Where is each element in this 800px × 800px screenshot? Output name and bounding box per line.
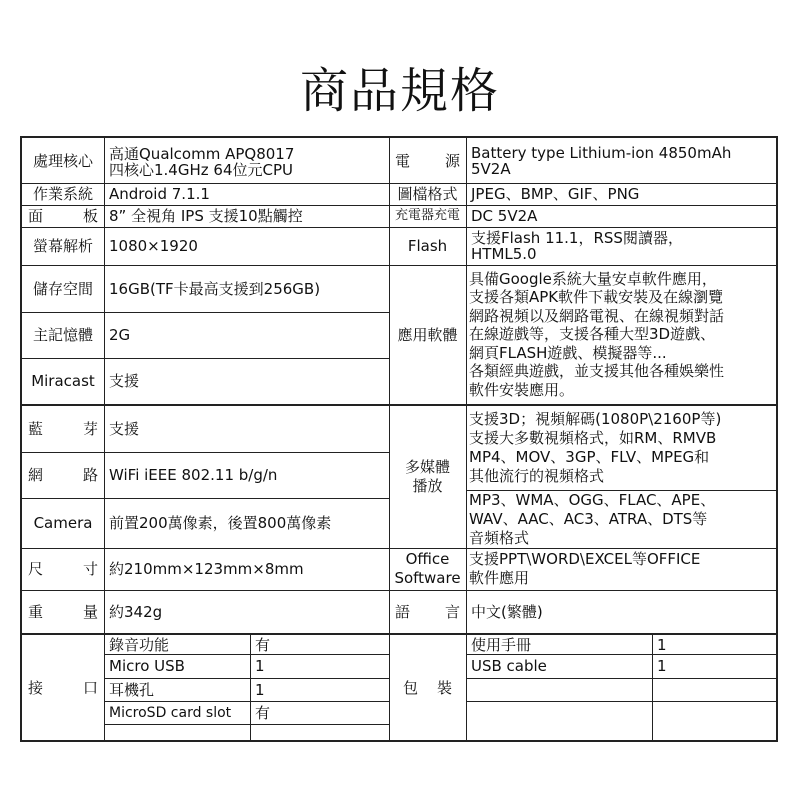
office-label-1: Office — [405, 550, 450, 568]
video-line-2: 支援大多數視頻格式，如RM、RMVB — [469, 429, 717, 447]
cpu-line-1: 高通Qualcomm APQ8017 — [109, 144, 295, 163]
power-line-1: Battery type Lithium-ion 4850mAh — [471, 143, 732, 162]
network-label-a: 網 — [28, 466, 44, 484]
office-value — [466, 548, 776, 590]
network-label-b: 路 — [82, 466, 98, 484]
audio-formats — [466, 490, 776, 548]
power-label-a: 電 — [395, 151, 411, 170]
power-value — [466, 138, 776, 183]
port-value: 有 — [255, 635, 271, 654]
row-divider — [466, 678, 776, 679]
apps-label: 應用軟體 — [397, 325, 458, 344]
miracast-label: Miracast — [31, 372, 95, 390]
video-line-4: 其他流行的視頻格式 — [469, 467, 605, 485]
power-label-b: 源 — [444, 151, 460, 170]
size-label-b: 寸 — [82, 560, 98, 578]
bluetooth-value: 支援 — [109, 420, 140, 438]
package-item-value: 1 — [657, 657, 667, 675]
audio-line-1: MP3、WMA、OGG、FLAC、APE、 — [469, 490, 716, 509]
port-value: 有 — [255, 703, 271, 722]
port-name: 耳機孔 — [109, 680, 155, 699]
cpu-line-2: 四核心1.4GHz 64位元CPU — [109, 160, 293, 179]
apps-line-6: 各類經典遊戲，並支援其他各種娛樂性 — [469, 362, 725, 381]
language-label-b: 言 — [444, 602, 460, 621]
apps-line-1: 具備Google系統大量安卓軟件應用， — [469, 269, 717, 288]
port-name: 錄音功能 — [109, 635, 170, 654]
language-value: 中文(繁體) — [471, 602, 543, 621]
audio-line-2: WAV、AAC、AC3、ATRA、DTS等 — [469, 509, 708, 528]
audio-line-3: 音頻格式 — [469, 528, 530, 547]
bluetooth-label — [22, 406, 104, 452]
apps-line-3: 網路視頻以及網路電視、在線視頻對話 — [469, 306, 725, 325]
image-format-value: JPEG、BMP、GIF、PNG — [471, 185, 640, 203]
multimedia-label — [389, 406, 466, 548]
network-value: WiFi iEEE 802.11 b/g/n — [109, 466, 278, 484]
video-line-3: MP4、MOV、3GP、FLV、MPEG和 — [469, 448, 710, 466]
multimedia-label-2: 播放 — [412, 477, 443, 495]
port-name: MicroSD card slot — [109, 704, 232, 721]
charging-value: DC 5V2A — [471, 207, 538, 225]
weight-label-b: 量 — [82, 602, 98, 621]
panel-label-b: 板 — [82, 207, 98, 225]
panel-value: 8” 全視角 IPS 支援10點觸控 — [109, 207, 303, 225]
language-label — [389, 590, 466, 633]
weight-label — [22, 590, 104, 633]
spec-table — [20, 136, 778, 742]
language-label-a: 語 — [395, 602, 411, 621]
image-format-label: 圖檔格式 — [397, 185, 458, 203]
office-line-1: 支援PPT\WORD\EXCEL等OFFICE — [469, 550, 701, 568]
package-label-b: 裝 — [436, 678, 452, 697]
package-label — [389, 635, 466, 740]
resolution-value: 1080×1920 — [109, 237, 198, 255]
ram-value: 2G — [109, 326, 131, 344]
cpu-label: 處理核心 — [32, 151, 93, 170]
apps-line-5: 網頁FLASH遊戲、模擬器等... — [469, 343, 667, 362]
size-label — [22, 548, 104, 590]
video-formats — [466, 406, 776, 490]
os-label: 作業系統 — [32, 185, 93, 203]
apps-line-7: 軟件安裝應用。 — [469, 380, 575, 399]
weight-label-a: 重 — [28, 602, 44, 621]
size-label-a: 尺 — [28, 560, 44, 578]
cpu-value — [104, 140, 389, 183]
flash-label: Flash — [407, 237, 448, 255]
apps-line-2: 支援各類APK軟件下載安裝及在線瀏覽 — [469, 288, 724, 307]
office-label-2: Software — [394, 569, 461, 587]
page-title: 商品規格 — [299, 63, 500, 119]
ports-label-a: 接 — [28, 678, 44, 697]
bluetooth-label-b: 芽 — [82, 420, 98, 438]
storage-value: 16GB(TF卡最高支援到256GB) — [109, 279, 321, 298]
panel-label — [22, 205, 104, 227]
multimedia-label-1: 多媒體 — [404, 458, 450, 476]
flash-value — [466, 227, 776, 265]
ram-label: 主記憶體 — [32, 326, 93, 344]
package-item-name: 使用手冊 — [471, 635, 532, 654]
charging-label: 充電器充電 — [394, 208, 460, 223]
flash-line-1: 支援Flash 11.1，RSS閱讀器， — [471, 229, 683, 247]
power-label — [389, 138, 466, 183]
apps-line-4: 在線遊戲等，支援各種大型3D遊戲、 — [469, 325, 716, 344]
resolution-label: 螢幕解析 — [32, 237, 93, 255]
ports-label-b: 口 — [82, 678, 98, 697]
ports-label — [22, 635, 104, 740]
flash-line-2: HTML5.0 — [471, 245, 537, 263]
storage-label: 儲存空間 — [32, 279, 93, 298]
camera-value: 前置200萬像素，後置800萬像素 — [109, 514, 332, 532]
apps-value — [466, 265, 776, 404]
package-label-a: 包 — [403, 678, 419, 697]
bluetooth-label-a: 藍 — [28, 420, 44, 438]
port-value: 1 — [255, 680, 265, 699]
port-name: Micro USB — [109, 657, 185, 675]
panel-label-a: 面 — [28, 207, 44, 225]
miracast-value: 支援 — [109, 372, 140, 390]
office-label — [389, 548, 466, 590]
office-line-2: 軟件應用 — [469, 569, 530, 587]
size-value: 約210mm×123mm×8mm — [109, 560, 304, 578]
row-divider — [466, 701, 776, 702]
network-label — [22, 452, 104, 498]
package-item-value: 1 — [657, 635, 667, 654]
weight-value: 約342g — [109, 602, 163, 621]
row-divider — [104, 724, 389, 725]
camera-label: Camera — [33, 514, 93, 532]
package-item-name: USB cable — [471, 657, 547, 675]
port-value: 1 — [255, 657, 265, 675]
video-line-1: 支援3D；視頻解碼(1080P\2160P等) — [469, 410, 722, 428]
power-line-2: 5V2A — [471, 159, 511, 178]
os-value: Android 7.1.1 — [109, 185, 210, 203]
